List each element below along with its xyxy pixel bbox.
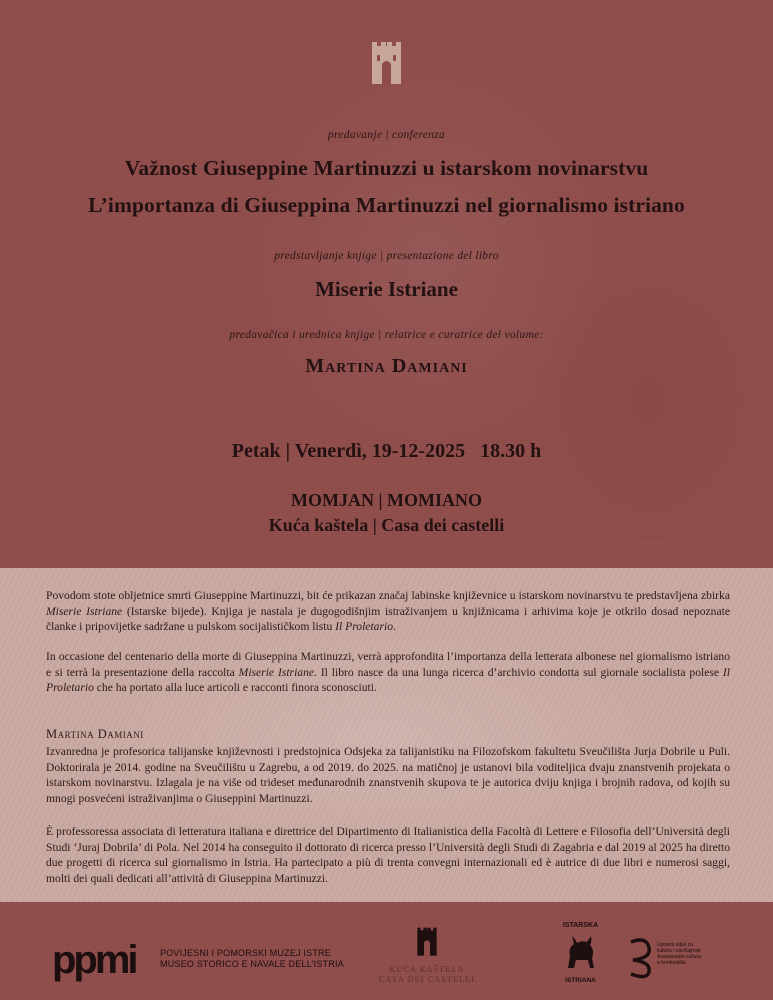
- description-panel: [0, 568, 773, 902]
- text-segment: che ha portato alla luce articoli e racconti finora sconosciuti.: [93, 681, 377, 695]
- book-presentation-label: predstavljanje knjige | presentazione del libro: [274, 250, 499, 262]
- title-italian: L’importanza di Giuseppina Martinuzzi nel giornalismo istriano: [88, 193, 685, 217]
- lecture-label: predavanje | conferenza: [327, 129, 446, 141]
- newspaper-title-inline: Il Proletario: [46, 665, 730, 695]
- ppmi-logo: ppmi: [52, 938, 136, 982]
- intro-paragraph-italian: [46, 649, 730, 696]
- text-segment: .: [393, 620, 396, 634]
- venue-logo-italian: CASA DEI CASTELLI: [378, 975, 476, 984]
- text-segment: In occasione del centenario della morte di Giuseppina Martinuzzi, verrà approfondita l’importanza della letterata albonese nel giornalismo istriano e si terrà la presentazione della raccolta: [46, 650, 730, 679]
- book-title-inline: Miserie Istriane: [238, 665, 315, 679]
- museum-name-italian: MUSEO STORICO E NAVALE DELL’ISTRIA: [160, 959, 344, 969]
- castle-tower-icon: [416, 926, 438, 956]
- museum-name: [160, 948, 344, 970]
- text-segment: . Il libro nasce da una lunga ricerca d’archivio condotta sul giornale socialista polese: [314, 665, 723, 679]
- speaker-label: predavačica i urednica knjige | relatrice e curatrice del volume:: [229, 329, 544, 341]
- event-town: MOMJAN | MOMIANO: [291, 490, 482, 510]
- venue-logo-croatian: KUĆA KAŠTELA: [389, 965, 465, 974]
- istarska-zupanija-logo: [553, 922, 608, 985]
- sponsor-footer: [0, 902, 773, 1000]
- book-title-inline: Miserie Istriane: [46, 604, 123, 618]
- region-name-top: ISTARSKA: [562, 922, 599, 929]
- museum-name-croatian: POVIJESNI I POMORSKI MUZEJ ISTRE: [160, 948, 331, 958]
- text-segment: (Istarske bijede). Knjiga je nastala je dugogodišnjim istraživanjem u knjižnicama i arhivima koje je otkrilo dosad nepoznate članke i pripovijetke sadržane u pulskom socijalističkom listu: [46, 604, 730, 634]
- event-venue: Kuća kaštela | Casa dei castelli: [268, 515, 505, 535]
- department-line: kulturu i zavičajnost: [657, 948, 701, 954]
- bio-paragraph-italian: È professoressa associata di letteratura italiana e direttrice del Dipartimento di Italianistica della Facoltà di Lettere e Filosofia dell’Università degli Studi ‘Juraj Dobrila’ di Pola. Nel 2014 ha conseguito il dottorato di ricerca presso l’Università degli Studi di Zagabria e dal 2019 al 2025 ha diretto due progetti di ricerca sul giornalismo in Istria. Ha partecipato a più di trenta convegni internazionali ed è autrice di due libri e numerosi saggi, molti dei quali dedicati all’attività di Giuseppina Martinuzzi.: [46, 825, 730, 885]
- department-line: Assessorato cultura: [657, 954, 701, 960]
- event-date-time: Petak | Venerdì, 19-12-2025 18.30 h: [231, 440, 542, 462]
- intro-paragraph-croatian: [46, 588, 730, 635]
- casa-dei-castelli-logo: [372, 926, 482, 985]
- department-line: e territorialità: [657, 960, 686, 966]
- book-title: Miserie Istriane: [315, 277, 458, 301]
- department-emblem-icon: [627, 936, 655, 980]
- text-segment: Povodom stote obljetnice smrti Giuseppine Martinuzzi, bit će prikazan značaj labinske književnice u istarskom novinarstvu te predstavljena zbirka: [46, 589, 730, 602]
- bio-paragraph-croatian: Izvanredna je profesorica talijanske književnosti i predstojnica Odsjeka za talijanistiku na Filozofskom fakultetu Sveučilišta Jurja Dobrile u Puli. Doktorirala je 2014. godine na Sveučilištu u Zagrebu, a od 2019. do 2025. na matičnoj je ustanovi bila voditeljica dvaju znanstvenih projekata o istarskom novinarstvu. Izlagala je na više od trideset međunarodnih znanstvenih skupova te je autorica dviju knjiga i brojnih radova, od kojih su mnogi posvećeni istraživanjima o Giuseppini Martinuzzi.: [46, 745, 730, 805]
- newspaper-title-inline: Il Proletario: [335, 620, 393, 634]
- title-croatian: Važnost Giuseppine Martinuzzi u istarskom novinarstvu: [124, 156, 649, 180]
- department-logo: [627, 936, 727, 985]
- department-line: Upravni odjel za: [657, 942, 693, 948]
- bio-heading: Martina Damiani: [46, 727, 144, 741]
- speaker-name: Martina Damiani: [305, 355, 468, 377]
- goat-crest-icon: [562, 930, 600, 972]
- region-name-bottom: ISTRIANA: [565, 977, 596, 984]
- castle-tower-icon: [370, 40, 403, 84]
